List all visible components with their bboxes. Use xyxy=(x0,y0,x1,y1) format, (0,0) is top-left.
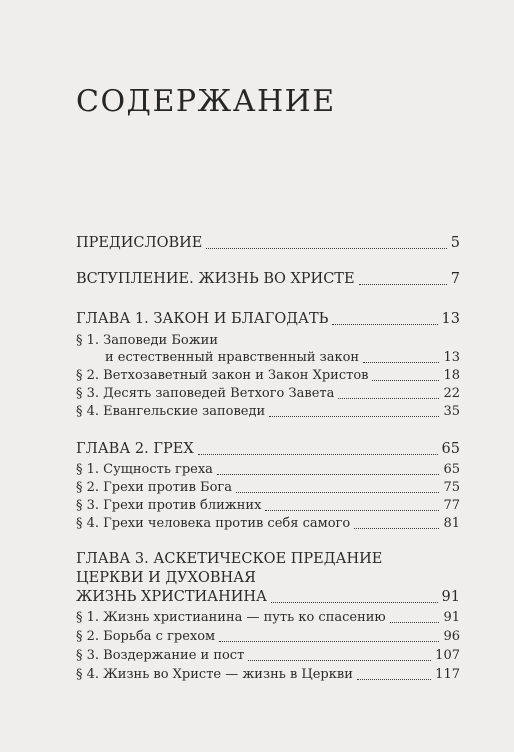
toc-entry-title: § 3. Воздержание и пост xyxy=(76,648,245,663)
toc-entry-ch2-s2[interactable] xyxy=(76,480,460,496)
toc-entry-title-line: ЦЕРКВИ И ДУХОВНАЯ xyxy=(76,570,256,586)
toc-entry-title: ВСТУПЛЕНИЕ. ЖИЗНЬ ВО ХРИСТЕ xyxy=(76,271,355,287)
dot-leader xyxy=(390,621,440,623)
toc-entry-title: § 1. Жизнь христианина — путь ко спасению xyxy=(76,610,386,625)
page-title: СОДЕРЖАНИЕ xyxy=(76,84,336,119)
toc-entry-chapter-3[interactable] xyxy=(76,588,460,606)
dot-leader xyxy=(332,323,437,325)
toc-entry-chapter-2[interactable] xyxy=(76,440,460,458)
dot-leader xyxy=(354,527,439,529)
dot-leader xyxy=(338,397,439,399)
toc-entry-page: 13 xyxy=(441,311,460,327)
toc-entry-title: § 2. Грехи против Бога xyxy=(76,480,232,495)
dot-leader xyxy=(265,509,439,511)
toc-entry-page: 18 xyxy=(443,368,460,383)
dot-leader xyxy=(363,361,439,363)
toc-entry-page: 91 xyxy=(441,589,460,605)
toc-entry-chapter-1[interactable] xyxy=(76,310,460,328)
toc-entry-ch3-s3[interactable] xyxy=(76,648,460,664)
toc-entry-page: 22 xyxy=(443,386,460,401)
dot-leader xyxy=(219,640,439,642)
toc-entry-title: § 2. Борьба с грехом xyxy=(76,629,216,644)
dot-leader xyxy=(372,379,439,381)
toc-entry-ch2-s3[interactable] xyxy=(76,498,460,514)
dot-leader xyxy=(271,601,438,603)
toc-entry-title: § 4. Евангельские заповеди xyxy=(76,404,266,419)
toc-entry-ch1-s1[interactable] xyxy=(76,350,460,366)
dot-leader xyxy=(217,473,440,475)
toc-entry-ch3-s4[interactable] xyxy=(76,667,460,683)
toc-entry-title-line: ГЛАВА 3. АСКЕТИЧЕСКОЕ ПРЕДАНИЕ xyxy=(76,551,383,567)
toc-entry-title: § 4. Грехи человека против себя самого xyxy=(76,516,351,531)
toc-entry-ch2-s4[interactable] xyxy=(76,516,460,532)
toc-entry-title: ПРЕДИСЛОВИЕ xyxy=(76,235,203,251)
dot-leader xyxy=(248,659,431,661)
toc-entry-ch3-s1[interactable] xyxy=(76,610,460,626)
toc-entry-page: 7 xyxy=(450,271,460,287)
toc-entry-page: 65 xyxy=(441,441,460,457)
toc-entry-page: 77 xyxy=(443,498,460,513)
toc-entry-page: 65 xyxy=(443,462,460,477)
toc-entry-ch1-s2[interactable] xyxy=(76,368,460,384)
toc-entry-title: § 2. Ветхозаветный закон и Закон Христов xyxy=(76,368,369,383)
toc-entry-ch2-s1[interactable] xyxy=(76,462,460,478)
toc-entry-ch3-s2[interactable] xyxy=(76,629,460,645)
toc-entry-ch1-s4[interactable] xyxy=(76,404,460,420)
toc-entry-preface[interactable] xyxy=(76,234,460,252)
toc-entry-page: 96 xyxy=(443,629,460,644)
toc-entry-title: и естественный нравственный закон xyxy=(105,350,360,365)
toc-entry-title: § 3. Грехи против ближних xyxy=(76,498,262,513)
toc-entry-title: § 1. Сущность греха xyxy=(76,462,213,477)
toc-entry-title: ГЛАВА 1. ЗАКОН И БЛАГОДАТЬ xyxy=(76,311,329,327)
toc-entry-page: 81 xyxy=(443,516,460,531)
toc-entry-page: 35 xyxy=(443,404,460,419)
toc-entry-intro[interactable] xyxy=(76,270,460,288)
dot-leader xyxy=(269,415,439,417)
toc-entry-page: 107 xyxy=(435,648,460,663)
toc-entry-page: 117 xyxy=(435,667,460,682)
dot-leader xyxy=(357,678,431,680)
dot-leader xyxy=(198,453,438,455)
toc-entry-title: § 3. Десять заповедей Ветхого Завета xyxy=(76,386,335,401)
toc-entry-title: § 4. Жизнь во Христе — жизнь в Церкви xyxy=(76,667,353,682)
dot-leader xyxy=(236,491,439,493)
toc-entry-page: 91 xyxy=(443,610,460,625)
dot-leader xyxy=(206,247,446,249)
toc-entry-title: ЖИЗНЬ ХРИСТИАНИНА xyxy=(76,589,268,605)
toc-entry-page: 13 xyxy=(443,350,460,365)
dot-leader xyxy=(359,283,447,285)
toc-entry-title-line: § 1. Заповеди Божии xyxy=(76,333,218,348)
toc-entry-page: 5 xyxy=(450,235,460,251)
toc-entry-title: ГЛАВА 2. ГРЕХ xyxy=(76,441,194,457)
toc-entry-page: 75 xyxy=(443,480,460,495)
toc-entry-ch1-s3[interactable] xyxy=(76,386,460,402)
